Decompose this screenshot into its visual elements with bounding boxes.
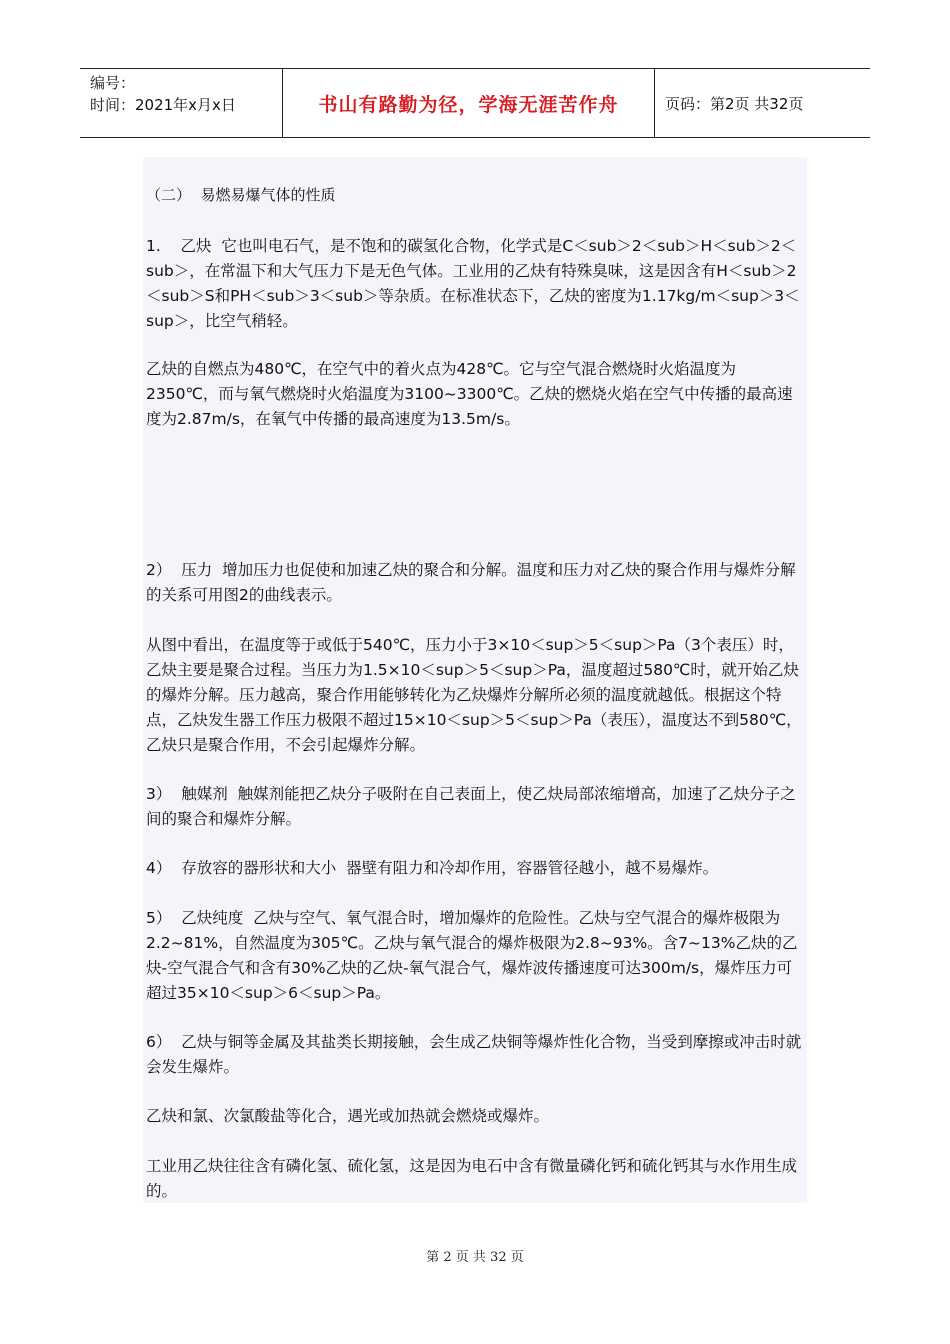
section-title: （二） 易燃易爆气体的性质 [146,186,336,204]
header-page-info: 页码：第2页 共32页 [665,94,804,113]
page-footer: 第 2 页 共 32 页 [426,1250,524,1265]
document-date: 时间：2021年x月x日 [90,96,236,114]
paragraph-pressure: 2） 压力 增加压力也促使和加速乙炔的聚合和分解。温度和压力对乙炔的聚合作用与爆炸分解的关系可用图2的曲线表示。 [146,561,796,604]
paragraph-container: 4） 存放容的器形状和大小 器壁有阻力和冷却作用，容器管径越小，越不易爆炸。 [146,859,719,877]
header-motto-cell [282,69,655,137]
paragraph-copper: 6） 乙炔与铜等金属及其盐类长期接触，会生成乙炔铜等爆炸性化合物，当受到摩擦或冲击时就会发生爆炸。 [146,1033,802,1076]
document-number-label: 编号： [90,74,136,92]
paragraph-catalyst: 3） 触媒剂 触媒剂能把乙炔分子吸附在自己表面上，使乙炔局部浓缩增高，加速了乙炔分子之间的聚合和爆炸分解。 [146,785,796,828]
paragraph-chlorine: 乙炔和氯、次氯酸盐等化合，遇光或加热就会燃烧或爆炸。 [146,1107,550,1125]
header-motto: 书山有路勤为径，学海无涯苦作舟 [318,93,619,116]
paragraph-ignition: 乙炔的自燃点为480℃，在空气中的着火点为428℃。它与空气混合燃烧时火焰温度为2350℃，而与氧气燃烧时火焰温度为3100~3300℃。乙炔的燃烧火焰在空气中传播的最高速度为2.87m/s，在氧气中传播的最高速度为13.5m/s。 [146,360,793,428]
header-meta [80,69,282,137]
paragraph-industrial: 工业用乙炔往往含有磷化氢、硫化氢，这是因为电石中含有微量磷化钙和硫化钙其与水作用生成的。 [146,1157,798,1200]
page-header [80,68,870,138]
paragraph-acetylene-intro: 1. 乙炔 它也叫电石气，是不饱和的碳氢化合物，化学式是C＜sub＞2＜sub＞H＜sub＞2＜sub＞，在常温下和大气压力下是无色气体。工业用的乙炔有特殊臭味，这是因含有H＜sub＞2＜sub＞S和PH＜sub＞3＜sub＞等杂质。在标准状态下，乙炔的密度为1.17kg/m＜sup＞3＜sup＞，比空气稍轻。 [146,237,800,330]
paragraph-purity: 5） 乙炔纯度 乙炔与空气、氧气混合时，增加爆炸的危险性。乙炔与空气混合的爆炸极限为2.2~81%，自然温度为305℃。乙炔与氧气混合的爆炸极限为2.8~93%。含7~13%乙炔的乙炔-空气混合气和含有30%乙炔的乙炔-氧气混合气，爆炸波传播速度可达300m/s，爆炸压力可超过35×10＜sup＞6＜sup＞Pa。 [146,909,798,1002]
paragraph-figure-analysis: 从图中看出，在温度等于或低于540℃，压力小于3×10＜sup＞5＜sup＞Pa（3个表压）时，乙炔主要是聚合过程。当压力为1.5×10＜sup＞5＜sup＞Pa，温度超过580℃时，就开始乙炔的爆炸分解。压力越高，聚合作用能够转化为乙炔爆炸分解所必须的温度就越低。根据这个特点，乙炔发生器工作压力极限不超过15×10＜sup＞5＜sup＞Pa（表压），温度达不到580℃，乙炔只是聚合作用，不会引起爆炸分解。 [146,636,802,754]
